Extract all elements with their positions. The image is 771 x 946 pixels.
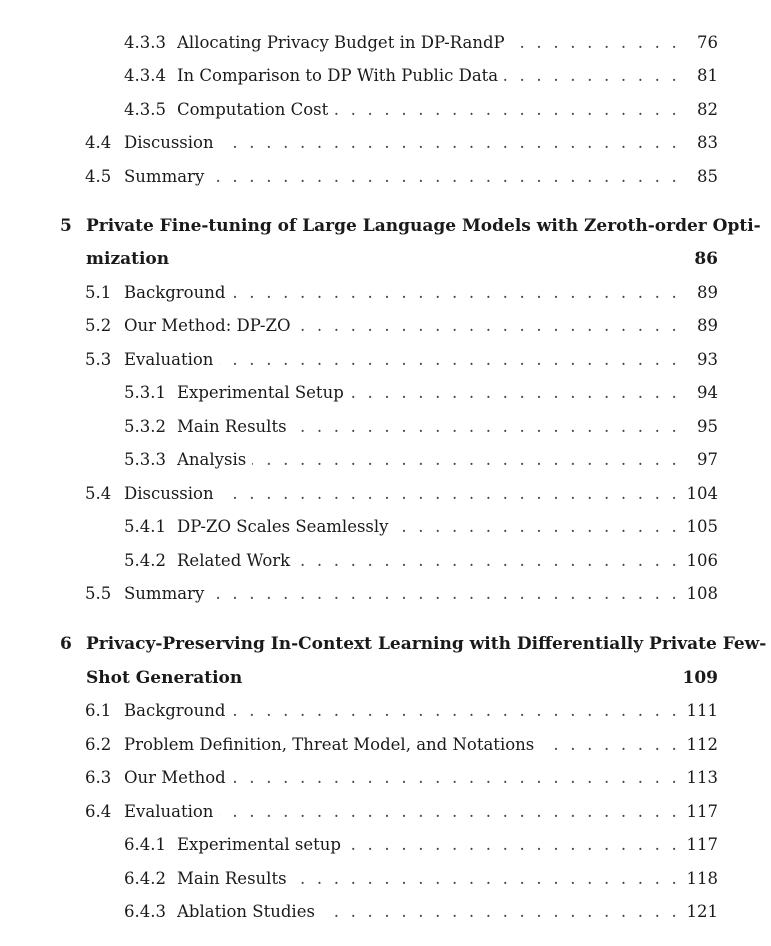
toc-entry-page: 89 (697, 316, 718, 335)
toc-entry[interactable] (0, 549, 771, 573)
toc-entry-title (86, 632, 771, 656)
toc-entry-page: 118 (686, 869, 718, 888)
toc-entry-page: 121 (686, 902, 718, 921)
toc-entry-number: 4.5 (85, 167, 112, 186)
toc-entry-number: 5.4.2 (124, 551, 166, 570)
toc-entry[interactable] (0, 733, 771, 757)
toc-entry[interactable] (0, 800, 771, 824)
toc-entry-title (124, 348, 680, 372)
toc-entry-title-text: Analysis (177, 450, 252, 469)
toc-entry-title (177, 900, 680, 924)
toc-entry-title (124, 314, 680, 338)
toc-entry-number: 5.3.1 (124, 383, 166, 402)
toc-entry-number: 4.3.5 (124, 100, 166, 119)
toc-entry-number: 6.2 (85, 735, 112, 754)
toc-entry-title (124, 131, 680, 155)
toc-entry-title-text: Evaluation (124, 350, 219, 369)
toc-entry-page: 113 (686, 768, 718, 787)
toc-entry-title (124, 582, 680, 606)
toc-entry[interactable] (0, 666, 771, 690)
toc-entry-number: 4.3.4 (124, 66, 166, 85)
toc-entry-title-text: Experimental Setup (177, 383, 350, 402)
toc-entry-title (124, 699, 680, 723)
toc-entry-title-text: Summary (124, 167, 210, 186)
toc-entry-page: 104 (686, 484, 718, 503)
toc-entry-title-text: Related Work (177, 551, 296, 570)
toc-entry-number: 5 (60, 216, 72, 236)
toc-entry[interactable] (0, 131, 771, 155)
toc-entry-page: 93 (697, 350, 718, 369)
toc-entry-page: 83 (697, 133, 718, 152)
toc-entry-title (177, 549, 680, 573)
toc-entry[interactable] (0, 632, 771, 656)
toc-entry-title (177, 98, 680, 122)
toc-entry[interactable] (0, 515, 771, 539)
toc-entry-page: 82 (697, 100, 718, 119)
toc-entry-page: 117 (686, 802, 718, 821)
toc-entry-title-text: Experimental setup (177, 835, 347, 854)
toc-entry-title (177, 31, 680, 55)
toc-entry-title-text: Shot Generation (86, 668, 248, 688)
toc-entry-title-text: Problem Definition, Threat Model, and Notations (124, 735, 540, 754)
toc-entry-title-text: Main Results (177, 869, 293, 888)
toc-entry-title-text: Main Results (177, 417, 293, 436)
toc-entry-number: 4.4 (85, 133, 112, 152)
toc-entry-page: 106 (686, 551, 718, 570)
toc-entry-title (124, 281, 680, 305)
toc-entry[interactable] (0, 766, 771, 790)
toc-entry-page: 85 (697, 167, 718, 186)
toc-entry-page: 105 (686, 517, 718, 536)
toc-entry[interactable] (0, 900, 771, 924)
toc-entry-page: 94 (697, 383, 718, 402)
toc-entry[interactable] (0, 381, 771, 405)
toc-entry[interactable] (0, 867, 771, 891)
toc-entry-title (177, 448, 680, 472)
toc-entry-page: 95 (697, 417, 718, 436)
toc-entry-page: 97 (697, 450, 718, 469)
toc-entry-page: 86 (694, 249, 718, 269)
toc-entry-number: 5.4 (85, 484, 112, 503)
toc-entry-title (86, 214, 767, 238)
toc-entry-number: 5.5 (85, 584, 112, 603)
toc-entry-title-text: Summary (124, 584, 210, 603)
toc-entry-number: 5.3.2 (124, 417, 166, 436)
toc-entry-title-text: Private Fine-tuning of Large Language Models with Zeroth-order Opti- (86, 216, 767, 236)
toc-entry[interactable] (0, 98, 771, 122)
toc-entry-number: 6.4.3 (124, 902, 166, 921)
toc-entry[interactable] (0, 214, 771, 238)
toc-entry-page: 111 (686, 701, 718, 720)
toc-entry[interactable] (0, 833, 771, 857)
toc-entry-title-text: mization (86, 249, 175, 269)
toc-entry-title-text: Allocating Privacy Budget in DP-RandP (177, 33, 511, 52)
toc-entry-number: 6.3 (85, 768, 112, 787)
toc-entry-page: 89 (697, 283, 718, 302)
toc-entry-number: 6.4.2 (124, 869, 166, 888)
toc-entry-title-text: Discussion (124, 133, 220, 152)
toc-entry-title-text: Background (124, 701, 231, 720)
toc-entry-number: 6 (60, 634, 72, 654)
toc-entry-title (177, 415, 680, 439)
toc-entry-title-text: DP-ZO Scales Seamlessly (177, 517, 395, 536)
toc-entry-title-text: Discussion (124, 484, 220, 503)
toc-entry-title-text: Ablation Studies (177, 902, 321, 921)
toc-entry-title-text: Computation Cost (177, 100, 334, 119)
toc-entry-title (124, 482, 680, 506)
toc-entry[interactable] (0, 281, 771, 305)
toc-entry-title-text: Privacy-Preserving In-Context Learning with Differentially Private Few- (86, 634, 771, 654)
toc-entry[interactable] (0, 482, 771, 506)
toc-entry[interactable] (0, 314, 771, 338)
toc-entry-number: 4.3.3 (124, 33, 166, 52)
toc-entry-title-text: In Comparison to DP With Public Data (177, 66, 504, 85)
toc-entry-number: 5.3.3 (124, 450, 166, 469)
toc-entry-title-text: Evaluation (124, 802, 219, 821)
toc-entry-title (177, 867, 680, 891)
toc-entry[interactable] (0, 348, 771, 372)
toc-entry[interactable] (0, 247, 771, 271)
toc-entry-title (86, 247, 175, 271)
toc-entry-number: 6.4 (85, 802, 112, 821)
toc-entry-title (124, 733, 680, 757)
toc-entry-page: 109 (682, 668, 718, 688)
toc-entry-title (124, 766, 680, 790)
toc-entry-page: 108 (686, 584, 718, 603)
toc-entry-title (177, 64, 680, 88)
toc-entry-page: 117 (686, 835, 718, 854)
toc-entry-title (124, 800, 680, 824)
toc-entry-title (124, 165, 680, 189)
toc-entry-title (177, 833, 680, 857)
toc-entry-page: 76 (697, 33, 718, 52)
toc-entry[interactable] (0, 415, 771, 439)
toc-entry-number: 5.4.1 (124, 517, 166, 536)
toc-entry-number: 5.2 (85, 316, 112, 335)
toc-entry-title-text: Our Method (124, 768, 232, 787)
toc-entry[interactable] (0, 31, 771, 55)
toc-entry[interactable] (0, 448, 771, 472)
toc-entry[interactable] (0, 582, 771, 606)
toc-entry-page: 112 (686, 735, 718, 754)
toc-entry[interactable] (0, 165, 771, 189)
toc-entry-title-text: Our Method: DP-ZO (124, 316, 297, 335)
toc-entry[interactable] (0, 699, 771, 723)
toc-entry-number: 6.1 (85, 701, 112, 720)
toc-entry-number: 5.3 (85, 350, 112, 369)
toc-entry-title (177, 515, 680, 539)
toc-entry-title (177, 381, 680, 405)
toc-entry[interactable] (0, 64, 771, 88)
toc-entry-number: 5.1 (85, 283, 112, 302)
toc-entry-title (86, 666, 248, 690)
toc-entry-title-text: Background (124, 283, 231, 302)
toc-entry-number: 6.4.1 (124, 835, 166, 854)
toc-entry-page: 81 (697, 66, 718, 85)
